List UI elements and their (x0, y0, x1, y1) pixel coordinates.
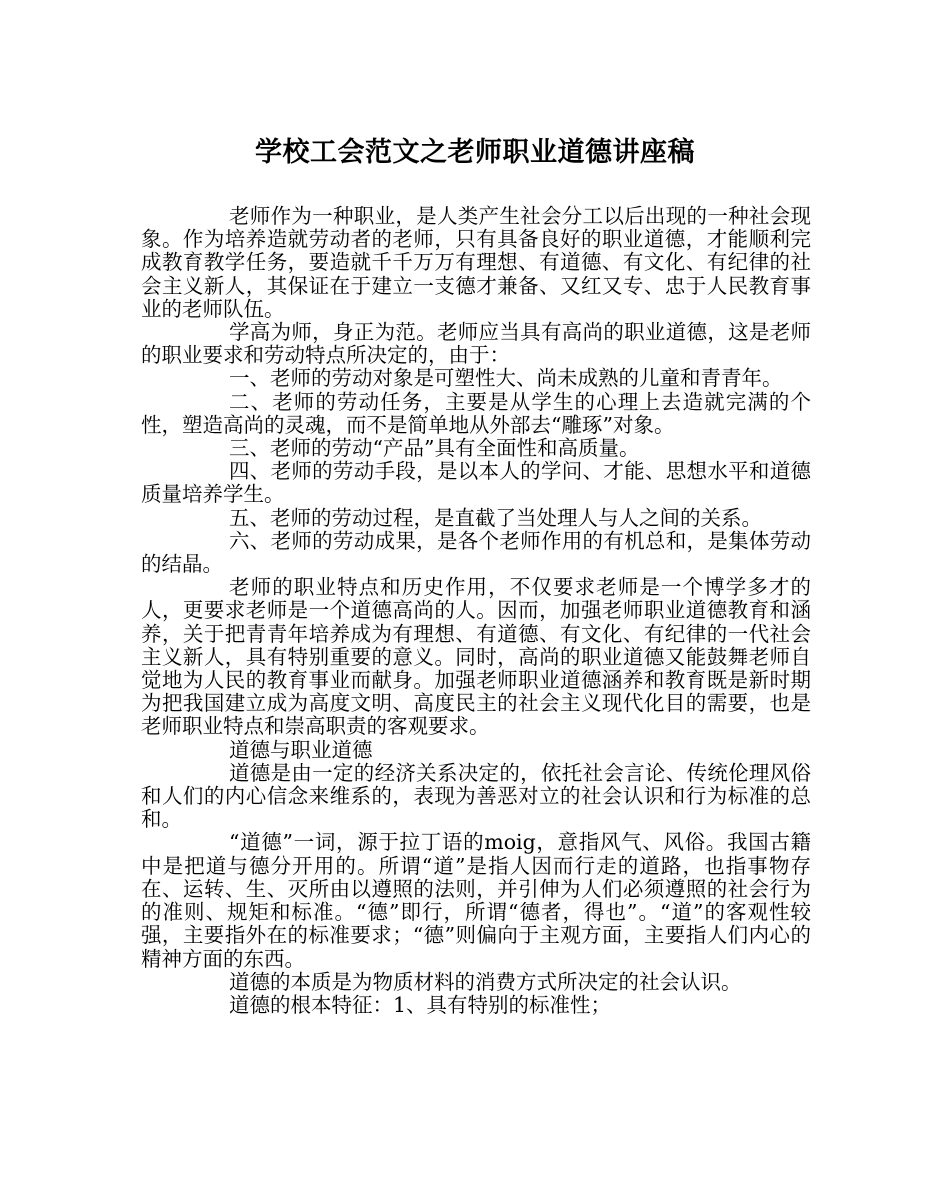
paragraph: 道德的本质是为物质材料的消费方式所决定的社会认识。 (229, 969, 742, 994)
paragraph: 五、老师的劳动过程，是直截了当处理人与人之间的关系。 (229, 505, 762, 530)
paragraph: 道德的根本特征：1、具有特别的标准性； (229, 992, 612, 1017)
section-heading: 道德与职业道德 (229, 737, 373, 762)
paragraph: “道德”一词，源于拉丁语的moig，意指风气、风俗。我国古籍中是把道与德分开用的。所谓“道”是指人因而行走的道路，也指事物存在、运转、生、灭所由以遵照的法则，并引伸为人们必须遵照的社会行为的准则、规矩和标准。“德”即行，所谓“德者，得也”。“道”的客观性较强，主要指外在的标准要求；“德”则偏向于主观方面，主要指人们内心的精神方面的东西。 (141, 830, 811, 971)
paragraph: 三、老师的劳动“产品”具有全面性和高质量。 (229, 436, 640, 461)
paragraph: 道德是由一定的经济关系决定的，依托社会言论、传统伦理风俗和人们的内心信念来维系的，表现为善恶对立的社会认识和行为标准的总和。 (141, 760, 811, 832)
paragraph: 二、老师的劳动任务，主要是从学生的心理上去造就完满的个性，塑造高尚的灵魂，而不是简单地从外部去“雕琢”对象。 (141, 389, 811, 437)
document-title: 学校工会范文之老师职业道德讲座稿 (255, 137, 695, 168)
paragraph: 四、老师的劳动手段，是以本人的学问、才能、思想水平和道德质量培养学生。 (141, 459, 811, 507)
paragraph: 老师作为一种职业，是人类产生社会分工以后出现的一种社会现象。作为培养造就劳动者的老师，只有具备良好的职业道德，才能顺利完成教育教学任务，要造就千千万万有理想、有道德、有文化、有纪律的社会主义新人，其保证在于建立一支德才兼备、又红又专、忠于人民教育事业的老师队伍。 (141, 204, 811, 321)
paragraph: 一、老师的劳动对象是可塑性大、尚未成熟的儿童和青青年。 (229, 366, 783, 391)
paragraph: 老师的职业特点和历史作用，不仅要求老师是一个博学多才的人，更要求老师是一个道德高尚的人。因而，加强老师职业道德教育和涵养，关于把青青年培养成为有理想、有道德、有文化、有纪律的一代社会主义新人，具有特别重要的意义。同时，高尚的职业道德又能鼓舞老师自觉地为人民的教育事业而献身。加强老师职业道德涵养和教育既是新时期为把我国建立成为高度文明、高度民主的社会主义现代化目的需要，也是老师职业特点和崇高职责的客观要求。 (141, 575, 811, 739)
paragraph: 六、老师的劳动成果，是各个老师作用的有机总和，是集体劳动的结晶。 (141, 528, 811, 577)
document-body (141, 205, 811, 1017)
paragraph: 学高为师，身正为范。老师应当具有高尚的职业道德，这是老师的职业要求和劳动特点所决定的，由于： (141, 320, 811, 368)
